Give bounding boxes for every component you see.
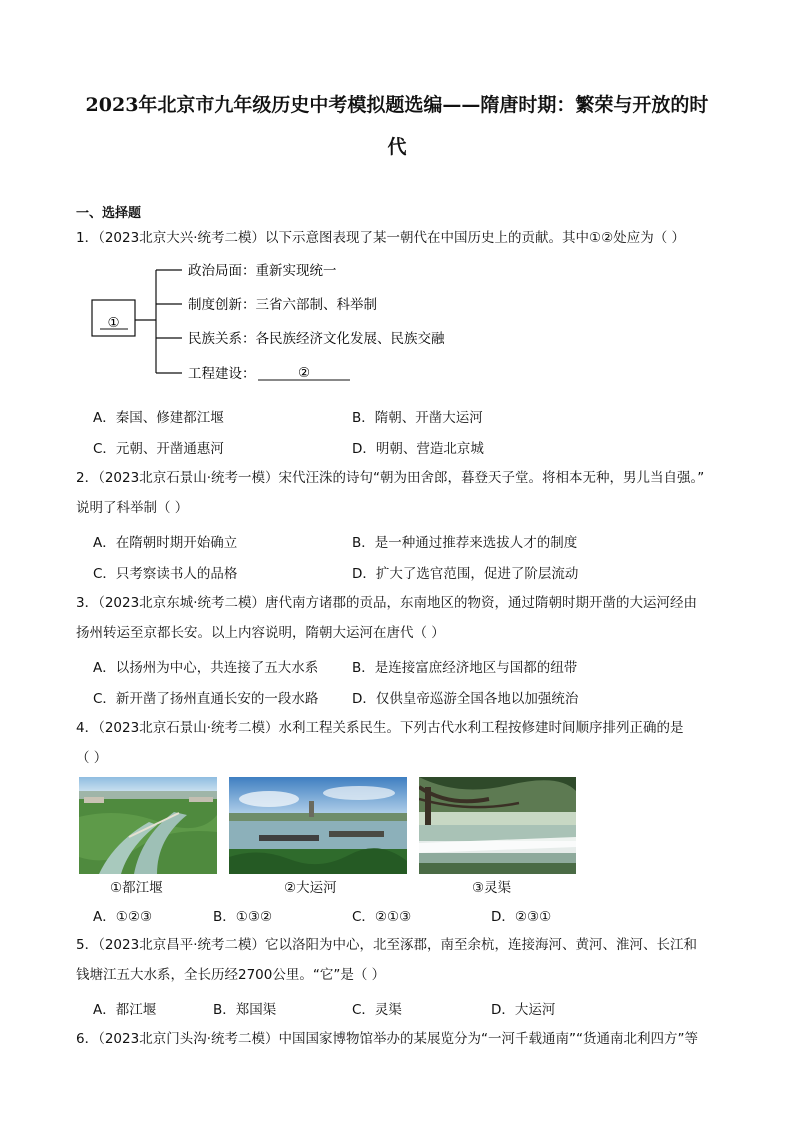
q3-option-d[interactable]: D．仅供皇帝巡游全国各地以加强统治 [352,691,579,707]
q3-option-a[interactable]: A．以扬州为中心，共连接了五大水系 [93,660,319,676]
section-heading: 一、选择题 [76,206,142,221]
q4-option-d[interactable]: D．②③① [491,909,552,925]
caption-dujiangyan: ①都江堰 [110,880,163,896]
q2-stem-line-1: 2．（2023北京石景山·统考一模）宋代汪洙的诗句“朝为田舍郎，暮登天子堂。将相本无种，男儿当自强。” [76,470,705,486]
photo-dujiangyan [79,777,217,874]
caption-lingqu: ③灵渠 [472,880,512,896]
q2-option-b[interactable]: B．是一种通过推荐来选拔人才的制度 [352,535,578,551]
q1-option-d[interactable]: D．明朝、营造北京城 [352,441,484,457]
page-title [60,84,734,168]
q2-stem-line-2: 说明了科举制（ ） [76,500,189,516]
q4-option-b[interactable]: B．①③② [213,909,273,925]
q1-option-b[interactable]: B．隋朝、开凿大运河 [352,410,483,426]
title-line-2: 代 [387,136,407,158]
q1-stem: 1．（2023北京大兴·统考二模）以下示意图表现了某一朝代在中国历史上的贡献。其中①②处应为（ ） [76,230,685,246]
q5-option-b[interactable]: B．郑国渠 [213,1002,277,1018]
q5-stem-line-1: 5．（2023北京昌平·统考二模）它以洛阳为中心，北至涿郡，南至余杭，连接海河、黄河、淮河、长江和 [76,937,697,953]
q3-option-c[interactable]: C．新开凿了扬州直通长安的一段水路 [93,691,319,707]
photo-lingqu [419,777,576,874]
diagram-blank-label: ② [297,365,311,381]
q4-stem-line-2: （ ） [76,750,108,766]
q1-option-a[interactable]: A．秦国、修建都江堰 [93,410,224,426]
diagram-branch-2: 制度创新：三省六部制、科举制 [188,297,377,313]
diagram-box-label: ① [107,315,120,331]
q3-option-b[interactable]: B．是连接富庶经济地区与国都的纽带 [352,660,578,676]
diagram-branch-4: 工程建设： [188,366,256,382]
q5-stem-line-2: 钱塘江五大水系，全长历经2700公里。“它”是（ ） [76,967,386,983]
q4-option-a[interactable]: A．①②③ [93,909,153,925]
q1-diagram [86,258,506,386]
q4-stem-line-1: 4．（2023北京石景山·统考二模）水利工程关系民生。下列古代水利工程按修建时间顺序排列正确的是 [76,720,684,736]
title-line-1: 2023年北京市九年级历史中考模拟题选编——隋唐时期：繁荣与开放的时 [85,94,709,116]
q3-stem-line-2: 扬州转运至京都长安。以上内容说明，隋朝大运河在唐代（ ） [76,625,445,641]
diagram-branch-3: 民族关系：各民族经济文化发展、民族交融 [188,331,445,347]
q2-option-c[interactable]: C．只考察读书人的品格 [93,566,238,582]
q1-option-c[interactable]: C．元朝、开凿通惠河 [93,441,224,457]
q3-stem-line-1: 3．（2023北京东城·统考二模）唐代南方诸郡的贡品，东南地区的物资，通过隋朝时期开凿的大运河经由 [76,595,697,611]
q2-option-a[interactable]: A．在隋朝时期开始确立 [93,535,238,551]
q5-option-c[interactable]: C．灵渠 [352,1002,402,1018]
caption-grand-canal: ②大运河 [284,880,337,896]
q2-option-d[interactable]: D．扩大了选官范围，促进了阶层流动 [352,566,579,582]
q5-option-d[interactable]: D．大运河 [491,1002,556,1018]
q6-stem-line-1: 6．（2023北京门头沟·统考二模）中国国家博物馆举办的某展览分为“一河千载通南”“货通南北利四方”等 [76,1031,698,1047]
diagram-branch-1: 政治局面：重新实现统一 [188,263,337,279]
q4-option-c[interactable]: C．②①③ [352,909,412,925]
photo-grand-canal [229,777,407,874]
q5-option-a[interactable]: A．都江堰 [93,1002,157,1018]
